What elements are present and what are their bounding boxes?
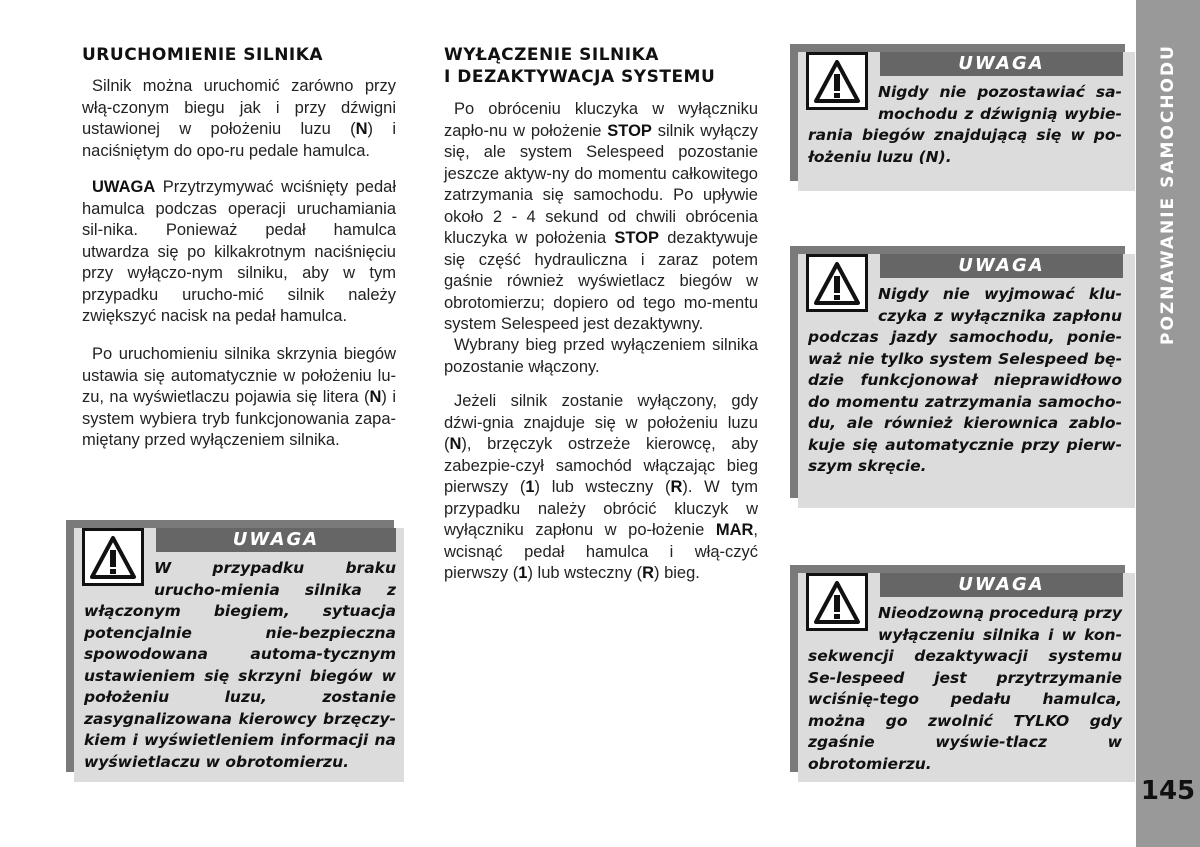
warning-title-bar: UWAGA bbox=[880, 573, 1123, 597]
warning-text: Nigdy nie wyjmować klu-czyka z wyłącznika zapłonu podczas jazdy samochodu, ponie-waż nie tylko system Selespeed bę-dzie funkcjonował nieprawidłowo do momentu zatrzymania samocho-du, ale również kierownica zablo-kuje się automatycznie przy pierw-szym skręcie. bbox=[808, 285, 1122, 475]
page-number: 145 bbox=[1140, 776, 1196, 806]
warning-box-no-start bbox=[66, 520, 404, 782]
warning-title-bar: UWAGA bbox=[880, 254, 1123, 278]
section-tab bbox=[1136, 0, 1200, 847]
warning-box-neutral-leave bbox=[790, 44, 1135, 191]
warning-title-bar: UWAGA bbox=[156, 528, 396, 552]
warning-box-key-removal bbox=[790, 246, 1135, 508]
section-tab-title: POZNAWANIE SAMOCHODU bbox=[1158, 44, 1178, 346]
warning-box-brake-hold bbox=[790, 565, 1135, 782]
section-heading-stopping-engine: WYŁĄCZENIE SILNIKA I DEZAKTYWACJA SYSTEMU bbox=[444, 45, 716, 87]
paragraph-start-conditions: Silnik można uruchomić zarówno przy włą-czonym biegu jak i przy dźwigni ustawionej w położeniu luzu (N) i naciśniętym do opo-ru pedale hamulca. bbox=[82, 77, 397, 160]
paragraph-brake-note: UWAGA Przytrzymywać wciśnięty pedał hamulca podczas operacji uruchamiania sil-nika. Ponieważ pedał hamulca utwardza się po kilkakrotnym naciśnięciu przy wyłączo-nym silniku, aby w tym przypadku urucho-mić silnik należy zwiększyć nacisk na pedał hamulca. bbox=[82, 178, 396, 325]
paragraph-gear-remains: Wybrany bieg przed wyłączeniem silnika pozostanie włączony. bbox=[444, 336, 758, 376]
paragraph-buzzer-warning: Jeżeli silnik zostanie wyłączony, gdy dźwi-gnia znajduje się w położeniu luzu (N), brzęczyk ostrzeże kierowcę, aby zabezpie-czył samochód włączając bieg pierwszy (1) lub wsteczny (R). W tym przypadku należy obrócić kluczyk w wyłączniku zapłonu w po-łożenie MAR, wcisnąć pedał hamulca i włą-czyć pierwszy (1) lub wsteczny (R) bieg. bbox=[444, 392, 758, 582]
note-label: UWAGA bbox=[92, 178, 156, 196]
warning-title-bar: UWAGA bbox=[880, 52, 1123, 76]
paragraph-stop-key: Po obróceniu kluczyka w wyłączniku zapło-nu w położenie STOP silnik wyłączy się, ale system Selespeed pozostanie jeszcze aktyw-ny do momentu całkowitego zatrzymania się samochodu. Po upływie około 2 - 4 sekund od chwili obrócenia kluczyka w położenia STOP dezaktywuje się część hydrauliczna i zaraz potem gaśnie również wyświetlacz biegów w obrotomierzu; dopiero od tego mo-mentu system Selespeed jest dezaktywny. bbox=[444, 100, 758, 333]
warning-text: Nieodzowną procedurą przy wyłączeniu silnika i w kon-sekwencji dezaktywacji systemu Se-lespeed jest przytrzymanie wciśnię-tego pedału hamulca, można go zwolnić TYLKO gdy zgaśnie wyświe-tlacz w obrotomierzu. bbox=[808, 604, 1123, 773]
section-heading-starting-engine: URUCHOMIENIE SILNIKA bbox=[82, 45, 324, 65]
paragraph-after-start: Po uruchomieniu silnika skrzynia biegów ustawia się automatycznie w położeniu lu-zu, na wyświetlaczu pojawia się litera (N) i system wybiera tryb funkcjonowania zapa-miętany przed wyłączeniem silnika. bbox=[82, 345, 397, 449]
warning-text: Nigdy nie pozostawiać sa-mochodu z dźwignią wybie-rania biegów znajdującą się w po-łożeniu luzu (N). bbox=[808, 83, 1122, 166]
warning-text: W przypadku braku urucho-mienia silnika z włączonym biegiem, sytuacja potencjalnie nie-bezpieczna spowodowana automa-tycznym ustawieniem się skrzyni biegów w położeniu luzu, zostanie zasygnalizowana kierowcy brzęczy-kiem i wyświetleniem informacji na wyświetlaczu w obrotomierzu. bbox=[84, 559, 396, 771]
